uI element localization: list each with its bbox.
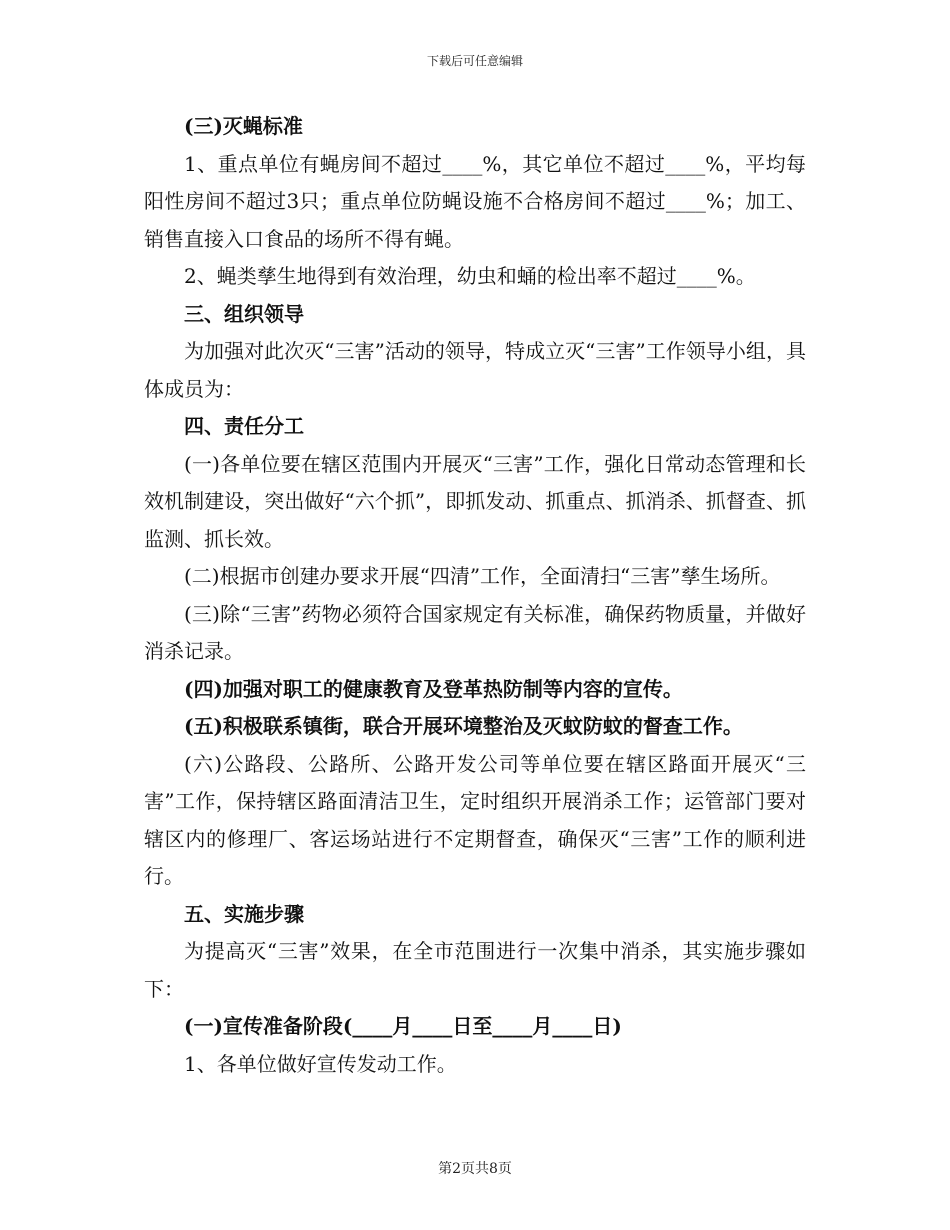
section-heading-implementation: 五、实施步骤 xyxy=(184,901,304,926)
page-header: 下载后可任意编辑 xyxy=(426,54,523,68)
section-heading-organization: 三、组织领导 xyxy=(184,301,304,326)
section-heading-responsibility: 四、责任分工 xyxy=(184,414,304,438)
paragraph-implementation: 为提高灭“三害”效果，在全市范围进行一次集中消杀，其实施步骤如下： xyxy=(144,939,806,1001)
subheading-preparation-stage: (一)宣传准备阶段(____月____日至____月____日) xyxy=(184,1014,622,1038)
paragraph-responsibility-3: (三)除“三害”药物必须符合国家规定有关标准，确保药物质量，并做好消杀记录。 xyxy=(144,601,806,663)
paragraph-organization: 为加强对此次灭“三害”活动的领导，特成立灭“三害”工作领导小组，具体成员为： xyxy=(144,339,806,401)
paragraph-responsibility-6: (六)公路段、公路所、公路开发公司等单位要在辖区路面开展灭“三害”工作，保持辖区路面清洁卫生，定时组织开展消杀工作；运管部门要对辖区内的修理厂、客运场站进行不定期督查，确保灭“三害”工作的顺利进行。 xyxy=(144,751,806,888)
paragraph-responsibility-1: (一)各单位要在辖区范围内开展灭“三害”工作，强化日常动态管理和长效机制建设，突出做好“六个抓”，即抓发动、抓重点、抓消杀、抓督查、抓监测、抓长效。 xyxy=(144,451,806,551)
paragraph-responsibility-4: (四)加强对职工的健康教育及登革热防制等内容的宣传。 xyxy=(184,676,683,701)
page-footer: 第2页共8页 xyxy=(438,1161,512,1177)
document-body xyxy=(144,108,806,1083)
paragraph-responsibility-5: (五)积极联系镇街，联合开展环境整治及灭蚊防蚊的督查工作。 xyxy=(184,714,743,738)
paragraph-preparation-item-1: 1、各单位做好宣传发动工作。 xyxy=(184,1051,457,1076)
paragraph-fly-item-2: 2、蝇类孳生地得到有效治理，幼虫和蛹的检出率不超过____%。 xyxy=(184,264,756,288)
section-heading-fly-standard: (三)灭蝇标准 xyxy=(184,114,303,138)
paragraph-fly-item-1: 1、重点单位有蝇房间不超过____%，其它单位不超过____%，平均每阳性房间不超过3只；重点单位防蝇设施不合格房间不超过____%；加工、销售直接入口食品的场所不得有蝇。 xyxy=(144,151,806,251)
paragraph-responsibility-2: (二)根据市创建办要求开展“四清”工作，全面清扫“三害”孳生场所。 xyxy=(184,564,781,588)
